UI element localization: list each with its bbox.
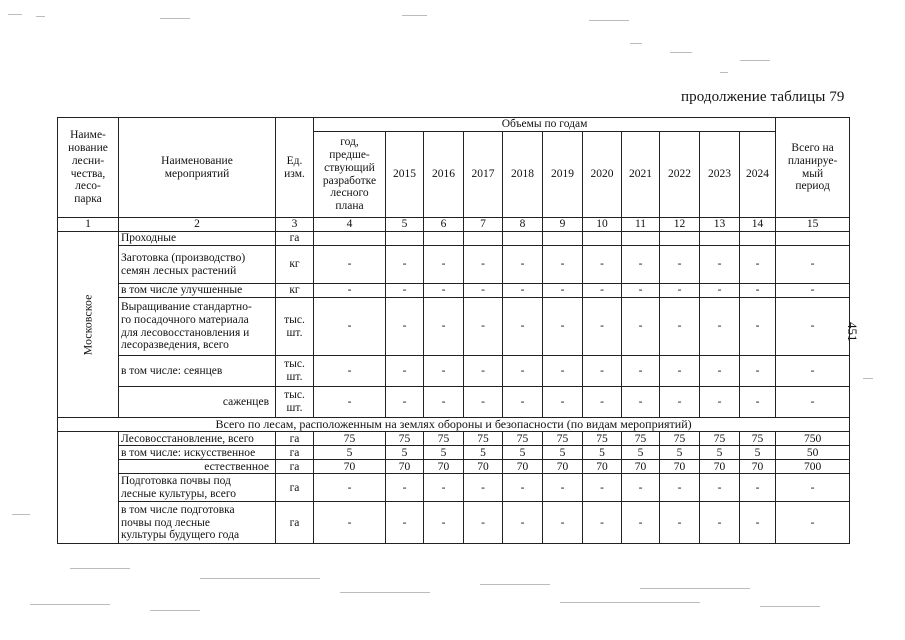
header-activity: Наименование мероприятий (119, 118, 276, 218)
header-year: 2018 (503, 132, 543, 218)
header-year: 2016 (424, 132, 464, 218)
activity-name: в том числе подготовка почвы под лесные культуры будущего года (119, 502, 276, 544)
value-cell: 70 (503, 460, 543, 474)
unit-cell: га (276, 474, 314, 502)
value-cell: 70 (583, 460, 622, 474)
value-cell: 75 (583, 432, 622, 446)
value-cell: 5 (314, 446, 386, 460)
column-number: 8 (503, 218, 543, 232)
value-cell: - (386, 356, 424, 387)
value-cell: - (660, 474, 700, 502)
value-cell: - (314, 356, 386, 387)
value-cell: - (622, 502, 660, 544)
value-cell: - (543, 298, 583, 356)
value-cell: 75 (622, 432, 660, 446)
value-cell: - (700, 356, 740, 387)
value-cell: - (583, 474, 622, 502)
activity-name: саженцев (119, 387, 276, 418)
header-year: 2020 (583, 132, 622, 218)
table-row (58, 298, 850, 356)
activity-name: естественное (119, 460, 276, 474)
value-cell: - (740, 387, 776, 418)
value-cell: - (503, 284, 543, 298)
activity-name: Подготовка почвы под лесные культуры, всего (119, 474, 276, 502)
value-cell: 70 (660, 460, 700, 474)
value-cell: 5 (543, 446, 583, 460)
value-cell: 5 (503, 446, 543, 460)
value-cell: 5 (424, 446, 464, 460)
value-cell: - (543, 284, 583, 298)
value-cell: - (314, 474, 386, 502)
value-cell: - (424, 246, 464, 284)
value-cell: - (660, 356, 700, 387)
table-row (58, 246, 850, 284)
column-number: 6 (424, 218, 464, 232)
value-cell: - (660, 284, 700, 298)
value-cell: - (700, 387, 740, 418)
header-volumes-by-year: Объемы по годам (314, 118, 776, 132)
unit-cell: га (276, 232, 314, 246)
value-cell: - (543, 387, 583, 418)
activity-name: Выращивание стандартно- го посадочного материала для лесовосстановления и лесоразведения, всего (119, 298, 276, 356)
forestry-name-cell (58, 232, 119, 418)
value-cell: - (314, 246, 386, 284)
value-cell: - (503, 474, 543, 502)
value-cell: - (386, 474, 424, 502)
value-cell (622, 232, 660, 246)
value-cell: - (740, 356, 776, 387)
value-cell: 5 (622, 446, 660, 460)
table-row (58, 356, 850, 387)
column-number: 5 (386, 218, 424, 232)
total-cell: 750 (776, 432, 850, 446)
value-cell: 75 (503, 432, 543, 446)
column-number: 12 (660, 218, 700, 232)
total-cell: - (776, 474, 850, 502)
column-number: 13 (700, 218, 740, 232)
value-cell: - (386, 246, 424, 284)
value-cell: 70 (543, 460, 583, 474)
total-cell: - (776, 284, 850, 298)
unit-cell: га (276, 446, 314, 460)
value-cell: - (740, 284, 776, 298)
activity-name: Заготовка (производство) семян лесных растений (119, 246, 276, 284)
value-cell: 75 (464, 432, 503, 446)
header-total-period: Всего на планируе- мый период (776, 118, 850, 218)
column-number: 10 (583, 218, 622, 232)
column-number: 2 (119, 218, 276, 232)
value-cell: - (622, 284, 660, 298)
value-cell: 75 (543, 432, 583, 446)
header-year: 2021 (622, 132, 660, 218)
value-cell: 75 (424, 432, 464, 446)
unit-cell: кг (276, 284, 314, 298)
value-cell: - (660, 298, 700, 356)
value-cell (386, 232, 424, 246)
value-cell: - (314, 298, 386, 356)
value-cell: - (622, 298, 660, 356)
value-cell: 70 (314, 460, 386, 474)
value-cell: - (386, 284, 424, 298)
value-cell (740, 232, 776, 246)
value-cell: - (464, 356, 503, 387)
value-cell (543, 232, 583, 246)
forestry-name: Московское (80, 294, 95, 355)
value-cell: - (583, 387, 622, 418)
value-cell: - (543, 356, 583, 387)
forestry-table (57, 117, 850, 544)
section-title: Всего по лесам, расположенным на землях обороны и безопасности (по видам мероприятий) (58, 418, 850, 432)
column-number: 14 (740, 218, 776, 232)
column-number: 7 (464, 218, 503, 232)
total-cell (776, 232, 850, 246)
column-number: 9 (543, 218, 583, 232)
value-cell: - (424, 387, 464, 418)
value-cell: 5 (700, 446, 740, 460)
column-number: 1 (58, 218, 119, 232)
value-cell: 5 (660, 446, 700, 460)
value-cell: 70 (386, 460, 424, 474)
total-cell: - (776, 502, 850, 544)
forestry-empty-cell (58, 432, 119, 544)
value-cell: - (424, 298, 464, 356)
value-cell: 5 (740, 446, 776, 460)
value-cell: - (622, 246, 660, 284)
value-cell (660, 232, 700, 246)
value-cell: - (583, 284, 622, 298)
unit-cell: га (276, 460, 314, 474)
value-cell: - (424, 474, 464, 502)
table-row (58, 446, 850, 460)
activity-name: в том числе улучшенные (119, 284, 276, 298)
value-cell: 70 (740, 460, 776, 474)
value-cell: 5 (583, 446, 622, 460)
value-cell: - (543, 502, 583, 544)
value-cell: 70 (424, 460, 464, 474)
header-year: 2023 (700, 132, 740, 218)
value-cell: 75 (314, 432, 386, 446)
value-cell: - (386, 502, 424, 544)
header-unit: Ед. изм. (276, 118, 314, 218)
section-heading-row (58, 418, 850, 432)
column-number: 15 (776, 218, 850, 232)
value-cell: - (503, 387, 543, 418)
value-cell: - (314, 502, 386, 544)
value-cell: - (583, 298, 622, 356)
header-year: 2022 (660, 132, 700, 218)
value-cell: 75 (740, 432, 776, 446)
total-cell: - (776, 298, 850, 356)
value-cell: - (660, 387, 700, 418)
value-cell (314, 232, 386, 246)
value-cell: - (424, 284, 464, 298)
value-cell: - (424, 356, 464, 387)
page-number: 451 (845, 322, 860, 342)
value-cell: - (464, 246, 503, 284)
value-cell (464, 232, 503, 246)
value-cell: 70 (464, 460, 503, 474)
value-cell: - (503, 502, 543, 544)
value-cell: - (503, 246, 543, 284)
header-prior-year: год, предше- ствующий разработке лесного плана (314, 132, 386, 218)
unit-cell: кг (276, 246, 314, 284)
activity-name: в том числе: искусственное (119, 446, 276, 460)
value-cell: - (386, 387, 424, 418)
value-cell: 70 (700, 460, 740, 474)
value-cell: - (543, 246, 583, 284)
unit-cell: тыс. шт. (276, 298, 314, 356)
value-cell: - (424, 502, 464, 544)
column-number: 3 (276, 218, 314, 232)
value-cell: - (314, 284, 386, 298)
value-cell: 5 (464, 446, 503, 460)
value-cell: - (622, 387, 660, 418)
header-year: 2017 (464, 132, 503, 218)
total-cell: 700 (776, 460, 850, 474)
table-caption: продолжение таблицы 79 (681, 89, 845, 105)
value-cell: - (314, 387, 386, 418)
value-cell: - (622, 474, 660, 502)
value-cell: 75 (660, 432, 700, 446)
total-cell: - (776, 356, 850, 387)
value-cell (583, 232, 622, 246)
table-row (58, 284, 850, 298)
table-row (58, 474, 850, 502)
total-cell: 50 (776, 446, 850, 460)
unit-cell: га (276, 432, 314, 446)
value-cell: - (700, 502, 740, 544)
value-cell: - (740, 298, 776, 356)
header-year: 2015 (386, 132, 424, 218)
value-cell: - (700, 284, 740, 298)
unit-cell: тыс. шт. (276, 356, 314, 387)
value-cell: - (660, 246, 700, 284)
activity-name: Проходные (119, 232, 276, 246)
value-cell: - (700, 474, 740, 502)
value-cell: - (740, 474, 776, 502)
total-cell: - (776, 246, 850, 284)
value-cell: - (583, 502, 622, 544)
value-cell: - (464, 284, 503, 298)
value-cell: - (700, 298, 740, 356)
table-row (58, 232, 850, 246)
header-forestry: Наиме- нование лесни- чества, лесо- парка (58, 118, 119, 218)
value-cell: 75 (386, 432, 424, 446)
value-cell (503, 232, 543, 246)
value-cell: - (464, 298, 503, 356)
value-cell: - (503, 298, 543, 356)
value-cell: - (464, 387, 503, 418)
value-cell: - (583, 246, 622, 284)
column-number: 11 (622, 218, 660, 232)
value-cell: - (660, 502, 700, 544)
column-number: 4 (314, 218, 386, 232)
value-cell: 5 (386, 446, 424, 460)
value-cell (700, 232, 740, 246)
value-cell: - (700, 246, 740, 284)
value-cell: - (503, 356, 543, 387)
value-cell: - (464, 474, 503, 502)
value-cell: - (740, 502, 776, 544)
table-row (58, 502, 850, 544)
value-cell: - (386, 298, 424, 356)
value-cell: - (464, 502, 503, 544)
activity-name: Лесовосстановление, всего (119, 432, 276, 446)
value-cell: - (583, 356, 622, 387)
value-cell: 70 (622, 460, 660, 474)
header-year: 2024 (740, 132, 776, 218)
value-cell (424, 232, 464, 246)
table-row (58, 460, 850, 474)
activity-name: в том числе: сеянцев (119, 356, 276, 387)
unit-cell: га (276, 502, 314, 544)
total-cell: - (776, 387, 850, 418)
table-row (58, 432, 850, 446)
header-year: 2019 (543, 132, 583, 218)
unit-cell: тыс. шт. (276, 387, 314, 418)
value-cell: - (543, 474, 583, 502)
table-row (58, 387, 850, 418)
value-cell: - (622, 356, 660, 387)
value-cell: 75 (700, 432, 740, 446)
value-cell: - (740, 246, 776, 284)
